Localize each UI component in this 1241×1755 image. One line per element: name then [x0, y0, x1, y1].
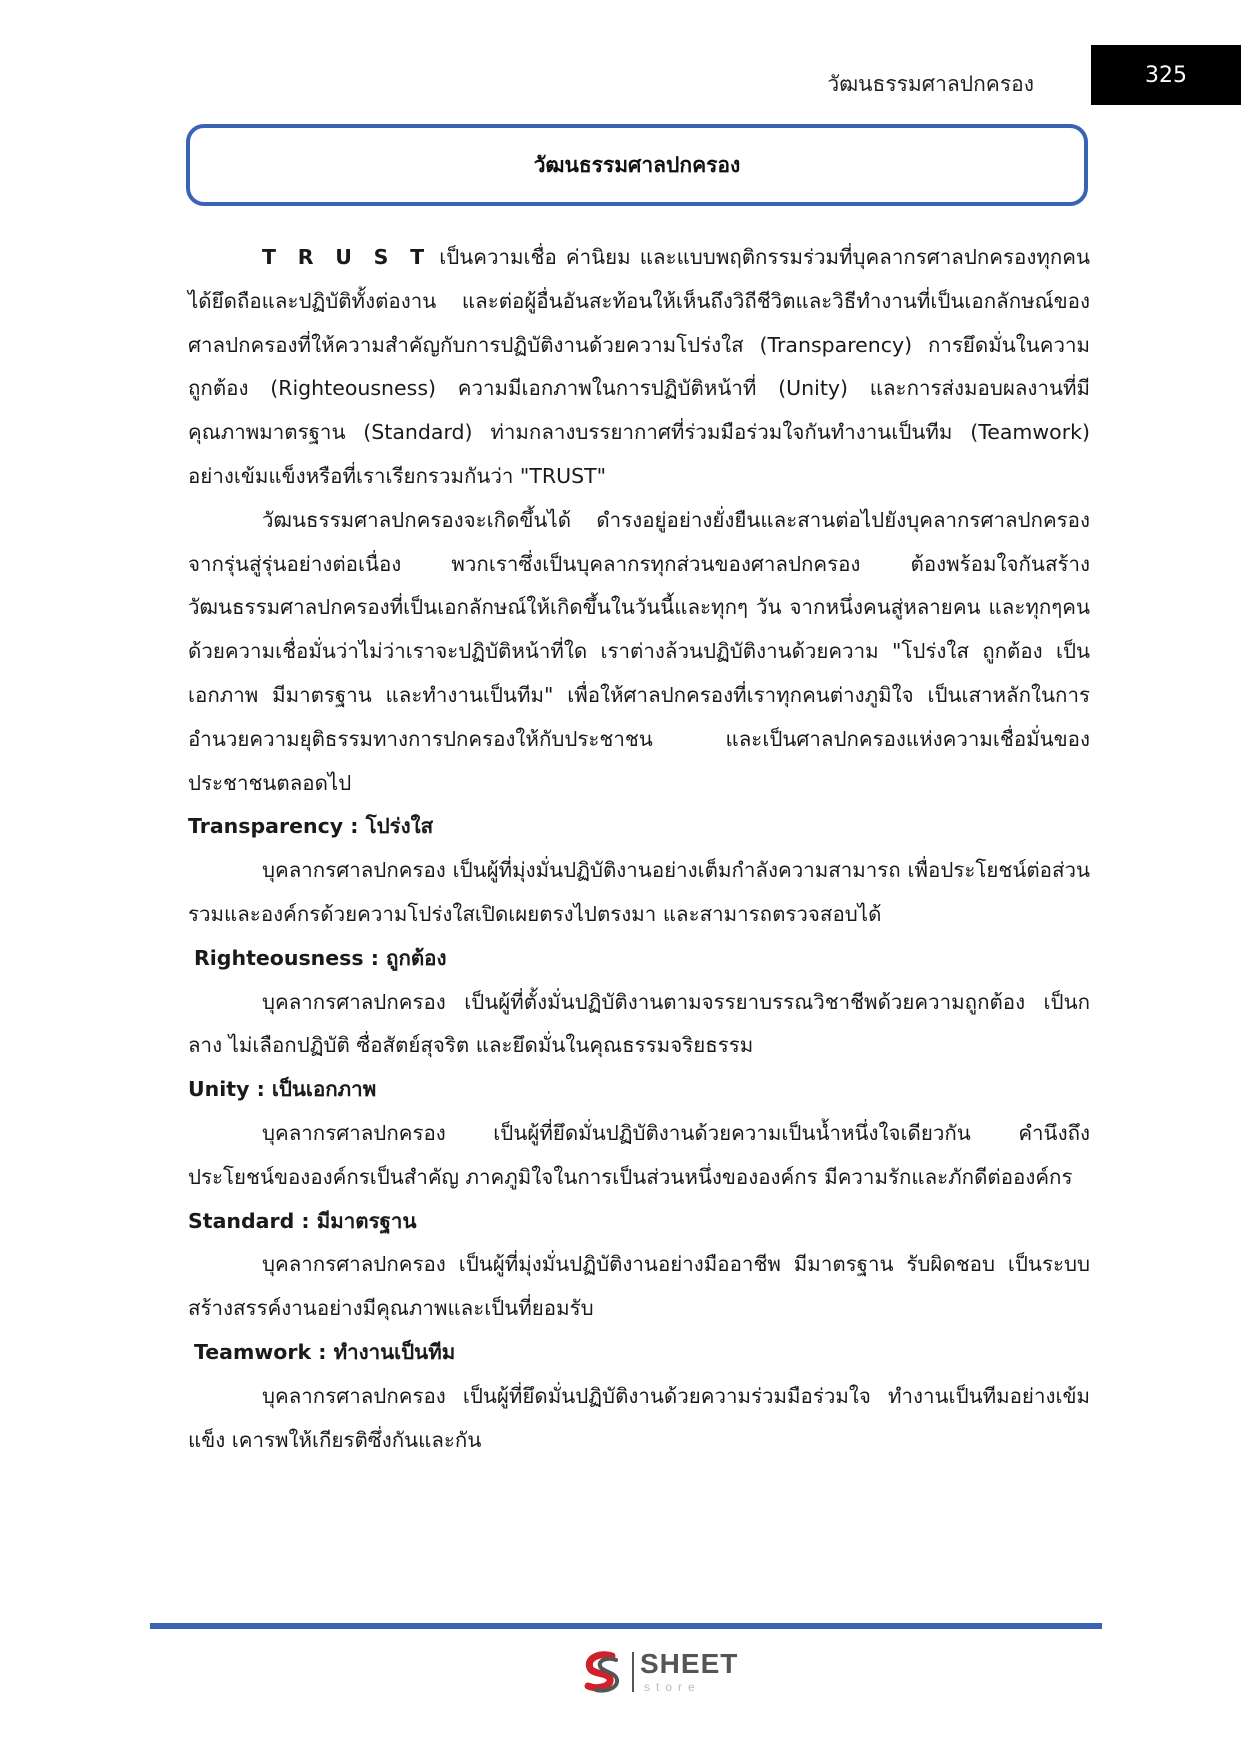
logo-wordmark: SHEET [640, 1648, 739, 1679]
section-heading-teamwork: Teamwork : ทำงานเป็นทีม [194, 1339, 456, 1364]
intro-paragraph [188, 236, 1090, 499]
logo-subtext: store [644, 1680, 701, 1694]
chapter-title-box [186, 124, 1088, 206]
logo-divider [632, 1652, 634, 1692]
sheetstore-logo [578, 1648, 748, 1698]
culture-paragraph: วัฒนธรรมศาลปกครองจะเกิดขึ้นได้ ดำรงอยู่อย่างยั่งยืนและสานต่อไปยังบุคลากรศาลปกครองจากรุ่นสู่รุ่นอย่างต่อเนื่อง พวกเราซึ่งเป็นบุคลากรทุกส่วนของศาลปกครอง ต้องพร้อมใจกันสร้างวัฒนธรรมศาลปกครองที่เป็นเอกลักษณ์ให้เกิดขึ้นในวันนี้และทุกๆ วัน จากหนึ่งคนสู่หลายคน และทุกๆคน ด้วยความเชื่อมั่นว่าไม่ว่าเราจะปฏิบัติหน้าที่ใด เราต่างล้วนปฏิบัติงานด้วยความ "โปร่งใส ถูกต้อง เป็นเอกภาพ มีมาตรฐาน และทำงานเป็นทีม" เพื่อให้ศาลปกครองที่เราทุกคนต่างภูมิใจ เป็นเสาหลักในการอำนวยความยุติธรรมทางการปกครองให้กับประชาชน และเป็นศาลปกครองแห่งความเชื่อมั่นของประชาชนตลอดไป [188, 507, 1090, 795]
section-text-teamwork: บุคลากรศาลปกครอง เป็นผู้ที่ยึดมั่นปฏิบัติงานด้วยความร่วมมือร่วมใจ ทำงานเป็นทีมอย่างเข้มแข็ง เคารพให้เกียรติซึ่งกันและกัน [188, 1383, 1090, 1452]
trust-lead-word: T R U S T [262, 245, 431, 269]
sheetstore-logo-icon [578, 1648, 626, 1696]
section-heading-righteousness: Righteousness : ถูกต้อง [194, 945, 447, 970]
section-text-unity: บุคลากรศาลปกครอง เป็นผู้ที่ยึดมั่นปฏิบัติงานด้วยความเป็นน้ำหนึ่งใจเดียวกัน คำนึงถึงประโยชน์ขององค์กรเป็นสำคัญ ภาคภูมิใจในการเป็นส่วนหนึ่งขององค์กร มีความรักและภักดีต่อองค์กร [188, 1120, 1090, 1189]
footer-divider [150, 1623, 1102, 1629]
intro-text: เป็นความเชื่อ ค่านิยม และแบบพฤติกรรมร่วมที่บุคลากรศาลปกครองทุกคนได้ยึดถือและปฏิบัติทั้งต่องาน และต่อผู้อื่นอันสะท้อนให้เห็นถึงวิถีชีวิตและวิธีทำงานที่เป็นเอกลักษณ์ของ ศาลปกครองที่ให้ความสำคัญกับการปฏิบัติงานด้วยความโปร่งใส (Transparency) การยึดมั่นในความถูกต้อง (Righteousness) ความมีเอกภาพในการปฏิบัติหน้าที่ (Unity) และการส่งมอบผลงานที่มีคุณภาพมาตรฐาน (Standard) ท่ามกลางบรรยากาศที่ร่วมมือร่วมใจกันทำงานเป็นทีม (Teamwork) อย่างเข้มแข็งหรือที่เราเรียกรวมกันว่า "TRUST" [188, 245, 1090, 488]
document-body [188, 236, 1090, 1462]
page-number: 325 [1145, 62, 1187, 88]
page-number-box [1091, 45, 1241, 105]
section-text-transparency: บุคลากรศาลปกครอง เป็นผู้ที่มุ่งมั่นปฏิบัติงานอย่างเต็มกำลังความสามารถ เพื่อประโยชน์ต่อส่วนรวมและองค์กรด้วยความโปร่งใสเปิดเผยตรงไปตรงมา และสามารถตรวจสอบได้ [188, 858, 1090, 926]
running-header-title: วัฒนธรรมศาลปกครอง [827, 72, 1034, 96]
section-heading-standard: Standard : มีมาตรฐาน [188, 1208, 417, 1233]
section-heading-transparency: Transparency : โปร่งใส [188, 814, 434, 839]
section-text-standard: บุคลากรศาลปกครอง เป็นผู้ที่มุ่งมั่นปฏิบัติงานอย่างมืออาชีพ มีมาตรฐาน รับผิดชอบ เป็นระบบ สร้างสรรค์งานอย่างมีคุณภาพและเป็นที่ยอมรับ [188, 1252, 1090, 1321]
chapter-title: วัฒนธรรมศาลปกครอง [533, 152, 741, 177]
section-text-righteousness: บุคลากรศาลปกครอง เป็นผู้ที่ตั้งมั่นปฏิบัติงานตามจรรยาบรรณวิชาชีพด้วยความถูกต้อง เป็นกลาง ไม่เลือกปฏิบัติ ซื่อสัตย์สุจริต และยึดมั่นในคุณธรรมจริยธรรม [188, 989, 1090, 1058]
section-heading-unity: Unity : เป็นเอกภาพ [188, 1077, 377, 1102]
